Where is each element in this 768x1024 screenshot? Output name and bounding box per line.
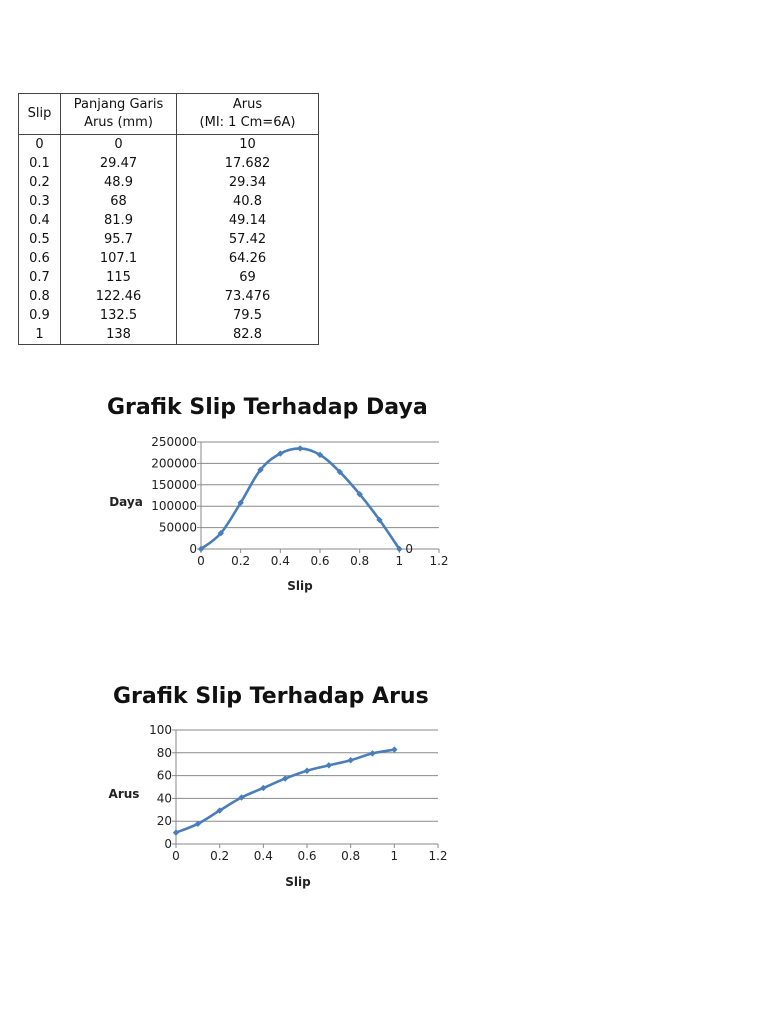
data-point [369,750,375,756]
table-cell: 0.2 [19,173,61,192]
header-panjang-line1: Panjang Garis [73,97,164,112]
header-panjang-line2: Arus (mm) [84,115,153,130]
data-table [18,93,319,345]
table-row [19,230,319,249]
table-row [19,249,319,268]
header-slip [19,94,61,135]
table-cell: 29.34 [177,173,319,192]
x-tick-label: 0.6 [297,849,317,863]
y-tick-label: 250000 [151,435,197,449]
table-cell: 0.9 [19,306,61,325]
x-tick-label: 0.8 [350,554,370,568]
table-cell: 69 [177,268,319,287]
y-tick-label: 100 [149,723,172,737]
x-tick-label: 0.2 [231,554,251,568]
table-cell: 82.8 [177,325,319,345]
x-tick-label: 1 [395,554,404,568]
header-panjang [61,94,177,135]
table-row [19,268,319,287]
x-tick-label: 0.2 [210,849,230,863]
header-arus-line2: (MI: 1 Cm=6A) [199,115,296,130]
table-cell: 17.682 [177,154,319,173]
table-row [19,287,319,306]
table-cell: 0.5 [19,230,61,249]
table-cell: 132.5 [61,306,177,325]
x-tick-label: 0.8 [341,849,361,863]
y-tick-label: 40 [156,791,172,806]
table-cell: 29.47 [61,154,177,173]
data-point [304,768,310,774]
x-axis-label: Slip [287,579,313,593]
table-cell: 138 [61,325,177,345]
y-axis-label: Arus [108,787,140,801]
y-axis-label: Daya [109,495,143,509]
table-cell: 49.14 [177,211,319,230]
table-header-row [19,94,319,135]
table-row [19,211,319,230]
table-cell: 0 [61,135,177,155]
table-cell: 0.7 [19,268,61,287]
table-cell: 0.3 [19,192,61,211]
x-tick-label: 0 [197,554,205,568]
series-line [176,750,394,833]
table-cell: 81.9 [61,211,177,230]
table-cell: 95.7 [61,230,177,249]
y-tick-label: 60 [156,768,172,783]
table-cell: 107.1 [61,249,177,268]
chart-1-title: Grafik Slip Terhadap Daya [107,395,428,420]
table-cell: 0 [19,135,61,155]
y-tick-label: 50000 [158,520,197,535]
chart-arus [0,720,768,930]
table-cell: 73.476 [177,287,319,306]
table-cell: 40.8 [177,192,319,211]
x-tick-label: 0.4 [253,849,273,863]
table-cell: 79.5 [177,306,319,325]
y-tick-label: 100000 [151,499,197,514]
data-point [326,762,332,768]
y-tick-label: 0 [189,542,197,556]
y-tick-label: 80 [156,745,172,760]
table-row [19,192,319,211]
header-arus-line1: Arus [232,97,263,112]
data-point [173,829,179,835]
table-cell: 0.4 [19,211,61,230]
data-point [297,445,303,451]
table-row [19,154,319,173]
table-cell: 68 [61,192,177,211]
y-tick-label: 20 [156,814,172,829]
chart-daya [0,430,768,640]
table-cell: 48.9 [61,173,177,192]
chart-2-title: Grafik Slip Terhadap Arus [113,684,429,709]
table-row [19,325,319,345]
y-tick-label: 200000 [151,456,197,471]
table-row [19,173,319,192]
table-cell: 122.46 [61,287,177,306]
header-arus [177,94,319,135]
table-cell: 115 [61,268,177,287]
x-tick-label: 1.2 [428,849,448,863]
data-label: 0 [405,542,413,556]
table-row [19,306,319,325]
table-cell: 0.1 [19,154,61,173]
table-cell: 0.6 [19,249,61,268]
y-tick-label: 0 [164,837,172,851]
table-cell: 0.8 [19,287,61,306]
x-tick-label: 1.2 [429,554,449,568]
x-tick-label: 0.6 [310,554,330,568]
x-tick-label: 0 [172,849,180,863]
data-point [391,746,397,752]
x-tick-label: 1 [390,849,399,863]
table-cell: 1 [19,325,61,345]
header-slip-line: Slip [27,106,52,121]
y-tick-label: 150000 [151,477,197,492]
table-row [19,135,319,155]
table-cell: 64.26 [177,249,319,268]
table-cell: 57.42 [177,230,319,249]
x-tick-label: 0.4 [270,554,290,568]
x-axis-label: Slip [285,875,311,889]
table-body [19,135,319,345]
data-point [347,757,353,763]
table-cell: 10 [177,135,319,155]
